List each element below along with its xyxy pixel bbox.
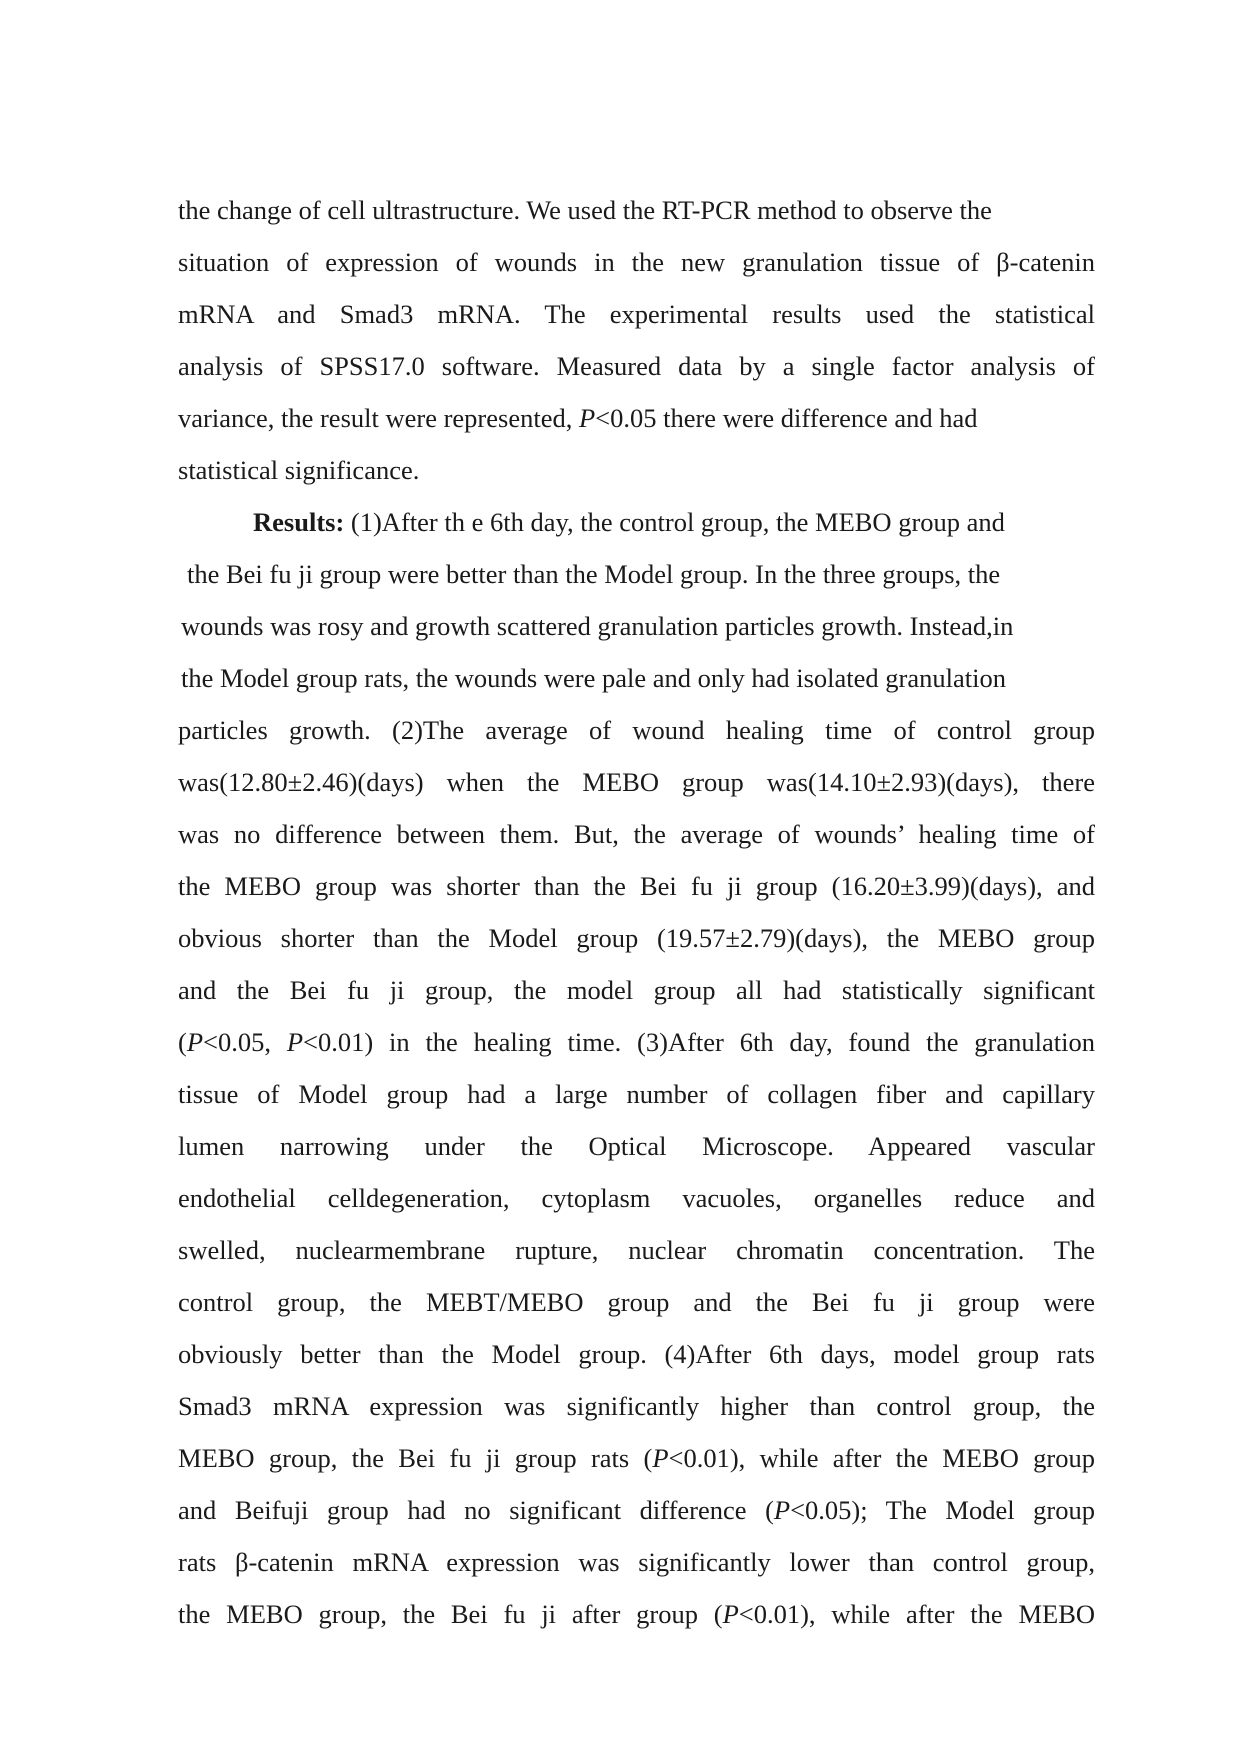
text-line [178,236,1095,288]
text-segment: and the Bei fu ji group, the model group all had statistically significant [178,975,1095,1005]
body-text [178,184,1095,1640]
text-line [178,392,1095,444]
text-line [178,964,1095,1016]
text-segment: the Bei fu ji group were better than the Model group. In the three groups, the [187,559,1001,589]
text-segment: control group, the MEBT/MEBO group and the Bei fu ji group were [178,1287,1095,1317]
text-segment: and Beifuji group had no significant difference ( [178,1495,774,1525]
text-segment: particles growth. (2)The average of wound healing time of control group [178,715,1095,745]
text-segment: Smad3 mRNA expression was significantly higher than control group, the [178,1391,1095,1421]
text-segment: swelled, nuclearmembrane rupture, nuclear chromatin concentration. The [178,1235,1095,1265]
text-line [178,444,1095,496]
text-line [178,1484,1095,1536]
text-segment: obviously better than the Model group. (4)After 6th days, model group rats [178,1339,1095,1369]
italic-symbol: P [773,1495,791,1525]
italic-symbol: P [186,1027,204,1057]
text-segment: <0.01), while after the MEBO [738,1599,1096,1629]
text-line [178,600,1095,652]
italic-symbol: P [578,403,596,433]
italic-symbol: P [722,1599,739,1629]
text-line [178,1328,1095,1380]
text-line [178,1432,1095,1484]
text-segment: endothelial celldegeneration, cytoplasm vacuoles, organelles reduce and [178,1183,1095,1213]
text-segment: <0.01), while after the MEBO group [668,1443,1095,1473]
text-line [178,1588,1095,1640]
text-segment: the Model group rats, the wounds were pale and only had isolated granulation [181,663,1006,693]
italic-symbol: P [652,1443,669,1473]
text-segment: rats β-catenin mRNA expression was significantly lower than control group, [178,1547,1095,1577]
text-line [178,496,1095,548]
text-segment: <0.05); The Model group [790,1495,1095,1525]
text-line [178,1224,1095,1276]
text-segment: the MEBO group was shorter than the Bei fu ji group (16.20±3.99)(days), and [178,871,1095,901]
text-segment: tissue of Model group had a large number of collagen fiber and capillary [178,1079,1095,1109]
text-line [178,808,1095,860]
text-line [178,1172,1095,1224]
text-segment: variance, the result were represented, [178,403,579,433]
italic-symbol: P [286,1027,303,1057]
text-segment: (1)After th e 6th day, the control group, the MEBO group and [344,507,1005,537]
text-segment: <0.05 there were difference and had [595,403,978,433]
text-line [178,756,1095,808]
text-segment: statistical significance. [178,455,420,485]
text-segment: the MEBO group, the Bei fu ji after group ( [178,1599,723,1629]
text-segment: obvious shorter than the Model group (19.57±2.79)(days), the MEBO group [178,923,1095,953]
text-line [178,184,1095,236]
text-line [178,340,1095,392]
bold-heading: Results: [253,507,345,537]
text-line [178,1536,1095,1588]
text-line [178,548,1095,600]
text-line [178,1120,1095,1172]
text-segment: mRNA and Smad3 mRNA. The experimental results used the statistical [178,299,1095,329]
text-line [178,1380,1095,1432]
text-line [178,860,1095,912]
text-segment: was no difference between them. But, the average of wounds’ healing time of [178,819,1095,849]
text-segment: MEBO group, the Bei fu ji group rats ( [178,1443,653,1473]
text-line [178,1016,1095,1068]
text-line [178,288,1095,340]
text-segment: analysis of SPSS17.0 software. Measured data by a single factor analysis of [178,351,1095,381]
text-line [178,912,1095,964]
text-line [178,1068,1095,1120]
text-line [178,652,1095,704]
text-segment: ( [178,1027,187,1057]
text-line [178,1276,1095,1328]
text-line [178,704,1095,756]
text-segment: <0.01) in the healing time. (3)After 6th day, found the granulation [303,1027,1095,1057]
text-segment: wounds was rosy and growth scattered granulation particles growth. Instead,in [181,611,1014,641]
text-segment: lumen narrowing under the Optical Microscope. Appeared vascular [178,1131,1095,1161]
text-segment: situation of expression of wounds in the new granulation tissue of β-catenin [178,247,1095,277]
text-segment: the change of cell ultrastructure. We used the RT-PCR method to observe the [178,195,992,225]
text-segment: <0.05, [203,1027,287,1057]
text-segment: was(12.80±2.46)(days) when the MEBO group was(14.10±2.93)(days), there [178,767,1095,797]
